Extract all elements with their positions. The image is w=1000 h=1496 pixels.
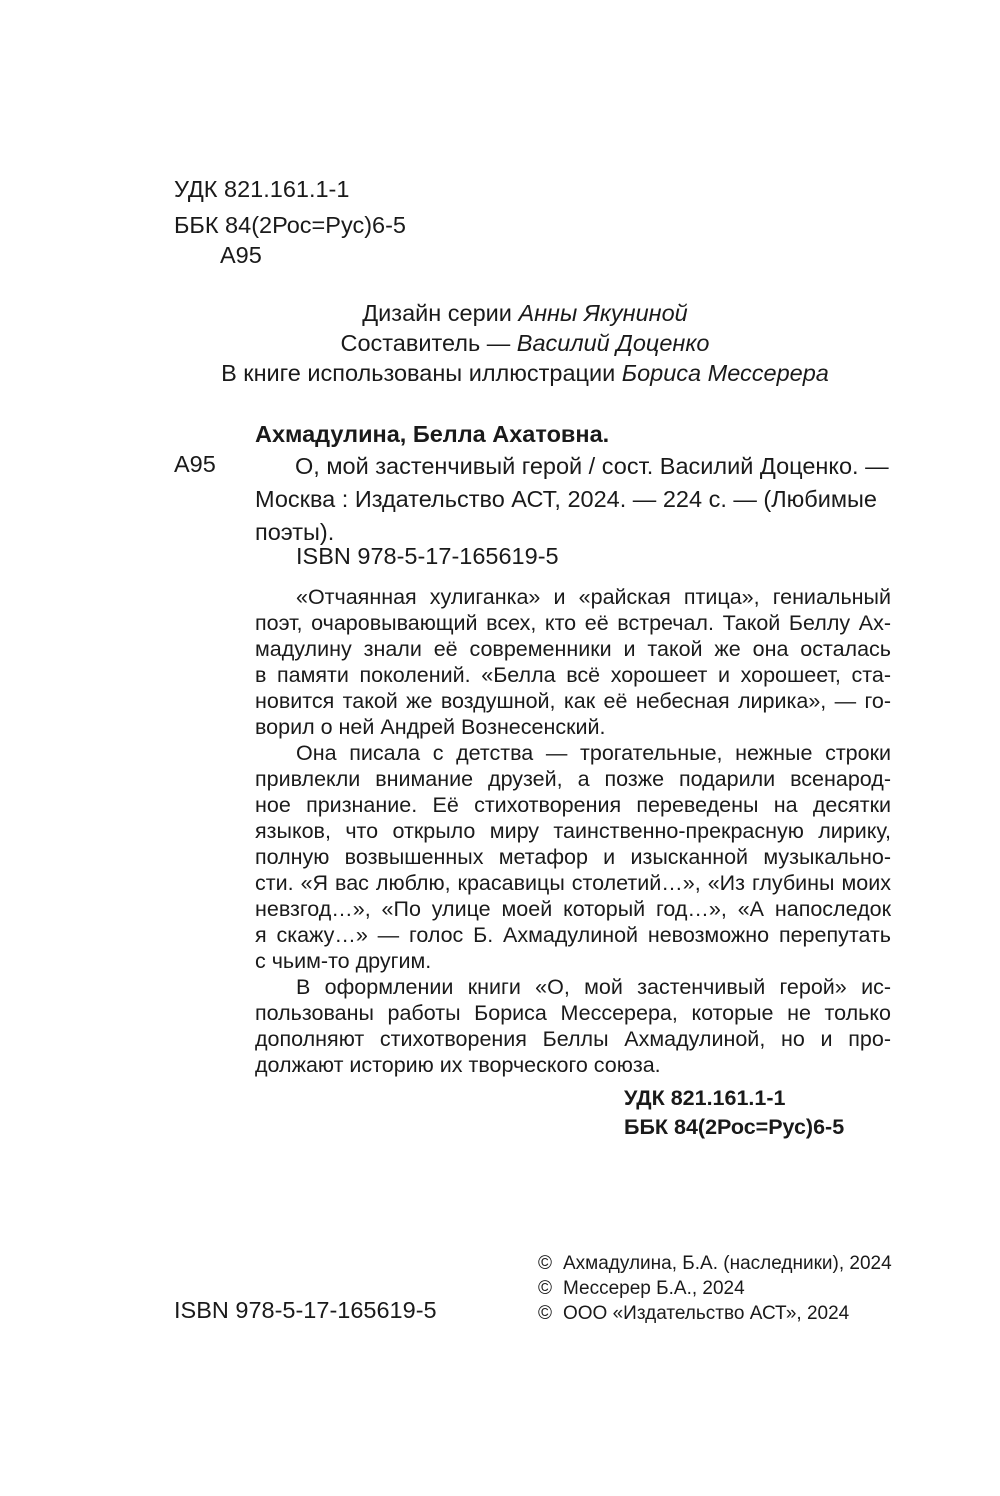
classification-udk: УДК 821.161.1-1 — [624, 1086, 786, 1110]
annotation-line: невзгод…», «По улице моей который год…», «А напоследок — [255, 897, 891, 921]
annotation-line: дополняют стихотворения Беллы Ахмадулиной, но и про- — [255, 1027, 891, 1051]
copyright-line — [538, 1251, 892, 1276]
annotation-line: с чьим-то другим. — [255, 949, 432, 973]
bibliographic-line: О, мой застенчивый герой / сост. Василий Доценко. — — [295, 453, 889, 479]
copyright-text: Мессерер Б.А., 2024 — [563, 1278, 745, 1299]
annotation-line: ное признание. Её стихотворения переведены на десятки — [255, 793, 891, 817]
credit-compiler-label: Составитель — — [340, 330, 511, 356]
annotation-line: в памяти поколений. «Белла всё хорошеет и хорошеет, ста- — [255, 663, 891, 687]
annotation-line: новится такой же воздушной, как её небесная лирика», — го- — [255, 689, 891, 713]
bibliographic-description — [255, 450, 891, 549]
annotation-line: Она писала с детства — трогательные, нежные строки — [296, 741, 891, 765]
annotation-line: мадулину знали её современники и такой же она осталась — [255, 637, 891, 661]
copyright-block — [538, 1251, 892, 1326]
copyright-line — [538, 1301, 892, 1326]
bibliographic-isbn: ISBN 978-5-17-165619-5 — [296, 543, 559, 569]
annotation-line: я скажу…» — голос Б. Ахмадулиной невозможно перепутать — [255, 923, 891, 947]
copyright-icon: © — [538, 1303, 552, 1324]
annotation-line: «Отчаянная хулиганка» и «райская птица», гениальный — [296, 585, 891, 609]
annotation-line: ворил о ней Андрей Вознесенский. — [255, 715, 606, 739]
annotation-line: сти. «Я вас люблю, красавицы столетий…», «Из глубины моих — [255, 871, 891, 895]
bibliographic-side-code: А95 — [174, 451, 216, 477]
classification-bbk: ББК 84(2Рос=Рус)6-5 — [624, 1115, 845, 1139]
annotation-line: пользованы работы Бориса Мессерера, которые не только — [255, 1001, 891, 1025]
bibliographic-line: Москва : Издательство АСТ, 2024. — 224 с. — (Любимые — [255, 486, 877, 512]
credit-compiler — [0, 327, 1000, 360]
credit-design-name: Анны Якуниной — [518, 300, 688, 326]
credit-design — [0, 297, 1000, 330]
header-author-code: А95 — [220, 242, 262, 268]
annotation-line: полную возвышенных метафор и изысканной музыкально- — [255, 845, 891, 869]
bibliographic-line: поэты). — [255, 519, 335, 545]
copyright-text: Ахмадулина, Б.А. (наследники), 2024 — [563, 1253, 892, 1274]
credit-illustrations-label: В книге использованы иллюстрации — [221, 360, 616, 386]
copyright-text: ООО «Издательство АСТ», 2024 — [563, 1303, 850, 1324]
annotation-line: языков, что открыло миру таинственно-прекрасную лирику, — [255, 819, 891, 843]
credit-illustrations — [0, 357, 1000, 390]
header-bbk: ББК 84(2Рос=Рус)6-5 — [174, 212, 406, 238]
bibliographic-author: Ахмадулина, Белла Ахатовна. — [255, 421, 610, 447]
header-udk: УДК 821.161.1-1 — [174, 176, 350, 202]
credit-design-label: Дизайн серии — [362, 300, 512, 326]
annotation-line: привлекли внимание друзей, а позже подарили всенарод- — [255, 767, 891, 791]
annotation-line: В оформлении книги «О, мой застенчивый герой» ис- — [296, 975, 891, 999]
copyright-line — [538, 1276, 892, 1301]
footer-isbn: ISBN 978-5-17-165619-5 — [174, 1297, 437, 1323]
annotation — [255, 583, 891, 1077]
copyright-icon: © — [538, 1253, 552, 1274]
credit-compiler-name: Василий Доценко — [516, 330, 710, 356]
credit-illustrations-name: Бориса Мессерера — [621, 360, 829, 386]
annotation-line: должают историю их творческого союза. — [255, 1053, 661, 1077]
annotation-line: поэт, очаровывающий всех, кто её встречал. Такой Беллу Ах- — [255, 611, 891, 635]
copyright-icon: © — [538, 1278, 552, 1299]
